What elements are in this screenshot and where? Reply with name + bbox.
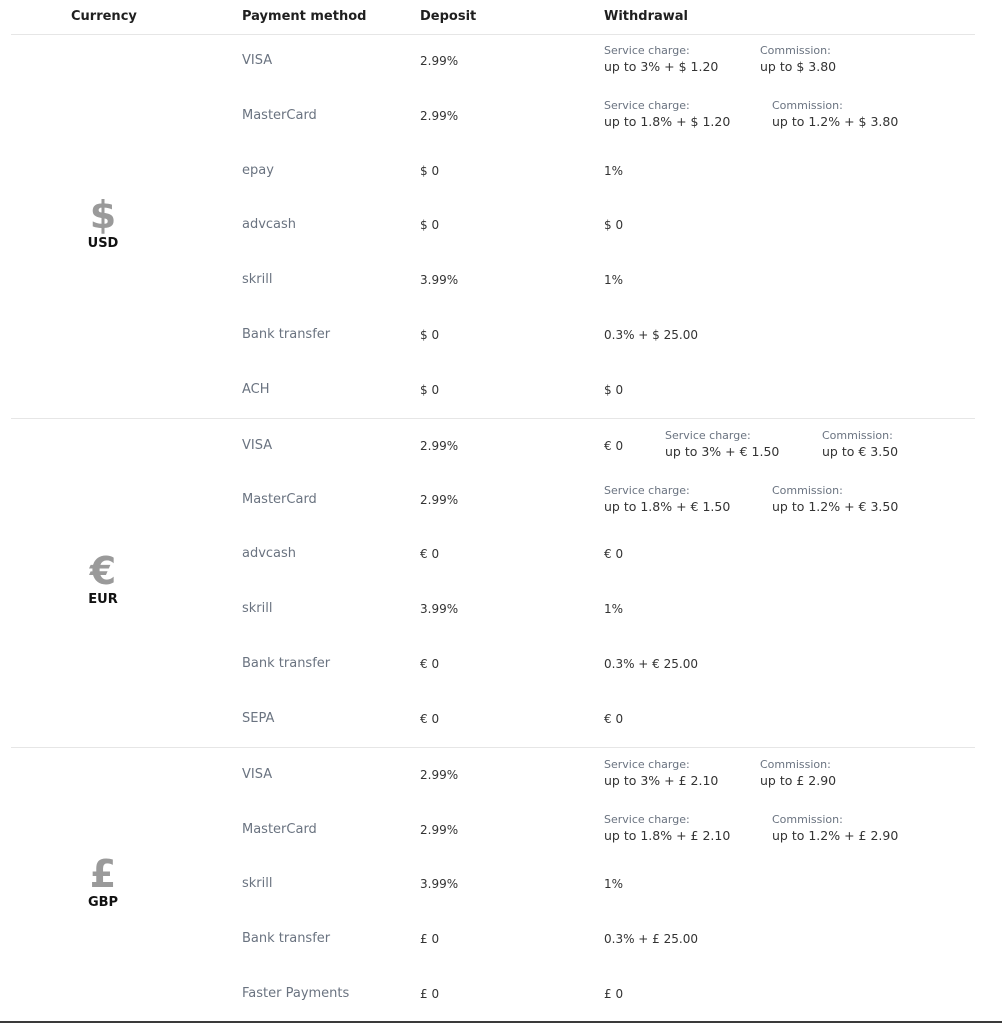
service-charge	[604, 99, 730, 130]
commission-value: up to € 3.50	[822, 444, 899, 459]
payment-method: advcash	[242, 217, 297, 232]
payment-method: VISA	[242, 53, 273, 68]
payment-method: ACH	[242, 382, 270, 397]
deposit-fee: € 0	[420, 547, 440, 561]
deposit-fee: 2.99%	[420, 54, 459, 68]
payment-method: epay	[242, 163, 274, 178]
service-charge-value: up to 1.8% + £ 2.10	[604, 828, 731, 843]
commission-label: Commission:	[822, 429, 893, 442]
euro-icon: €	[89, 549, 117, 593]
table-bottom-border	[0, 1021, 1002, 1023]
payment-method: advcash	[242, 546, 297, 561]
header-deposit: Deposit	[420, 9, 477, 24]
withdrawal-fee: $ 0	[604, 218, 624, 232]
table-row	[0, 419, 1002, 474]
deposit-fee: $ 0	[420, 218, 440, 232]
commission	[760, 758, 836, 789]
pound-icon: £	[89, 852, 117, 896]
deposit-fee: $ 0	[420, 383, 440, 397]
service-charge	[604, 44, 718, 75]
service-charge-label: Service charge:	[604, 758, 690, 771]
deposit-fee: € 0	[420, 712, 440, 726]
commission-label: Commission:	[772, 813, 843, 826]
commission-label: Commission:	[760, 44, 831, 57]
table-row	[0, 310, 1002, 365]
table-row	[0, 90, 1002, 145]
payment-method: skrill	[242, 272, 273, 287]
header-payment-method: Payment method	[242, 9, 367, 24]
service-charge-label: Service charge:	[604, 99, 690, 112]
commission	[772, 813, 898, 844]
service-charge-value: up to 1.8% + $ 1.20	[604, 114, 731, 129]
deposit-fee: € 0	[420, 657, 440, 671]
table-header	[0, 0, 1002, 34]
commission-value: up to 1.2% + $ 3.80	[772, 114, 899, 129]
withdrawal-fee: € 0	[604, 712, 624, 726]
commission-value: up to 1.2% + £ 2.90	[772, 828, 899, 843]
service-charge-label: Service charge:	[604, 484, 690, 497]
deposit-fee: 2.99%	[420, 109, 459, 123]
commission-value: up to £ 2.90	[760, 773, 837, 788]
deposit-fee: $ 0	[420, 164, 440, 178]
table-row	[0, 748, 1002, 803]
payment-method: SEPA	[242, 711, 275, 726]
table-row	[0, 694, 1002, 749]
service-charge-value: up to 3% + € 1.50	[665, 444, 780, 459]
header-currency: Currency	[71, 9, 137, 24]
payment-method: skrill	[242, 876, 273, 891]
commission-label: Commission:	[772, 484, 843, 497]
table-row	[0, 529, 1002, 584]
table-row	[0, 639, 1002, 694]
commission-value: up to 1.2% + € 3.50	[772, 499, 899, 514]
service-charge-value: up to 3% + $ 1.20	[604, 59, 719, 74]
withdrawal-fee: 0.3% + £ 25.00	[604, 932, 698, 946]
service-charge-label: Service charge:	[604, 813, 690, 826]
withdrawal-fee: $ 0	[604, 383, 624, 397]
service-charge	[604, 484, 730, 515]
service-charge-label: Service charge:	[665, 429, 751, 442]
payment-method: VISA	[242, 767, 273, 782]
service-charge-label: Service charge:	[604, 44, 690, 57]
service-charge-value: up to 3% + £ 2.10	[604, 773, 719, 788]
currency-code: USD	[87, 236, 119, 251]
withdrawal-fee: 0.3% + € 25.00	[604, 657, 698, 671]
payment-method: Faster Payments	[242, 986, 350, 1001]
service-charge	[604, 758, 718, 789]
commission	[772, 99, 898, 130]
deposit-fee: £ 0	[420, 932, 440, 946]
deposit-fee: $ 0	[420, 328, 440, 342]
commission-label: Commission:	[772, 99, 843, 112]
deposit-fee: 2.99%	[420, 823, 459, 837]
deposit-fee: 2.99%	[420, 493, 459, 507]
commission	[772, 484, 898, 515]
payment-method: Bank transfer	[242, 931, 331, 946]
dollar-icon: $	[89, 193, 117, 237]
table-row	[0, 474, 1002, 529]
currency-code: EUR	[88, 592, 118, 607]
payment-method: VISA	[242, 438, 273, 453]
payment-method: Bank transfer	[242, 656, 331, 671]
service-charge	[604, 813, 730, 844]
table-row	[0, 584, 1002, 639]
table-row	[0, 35, 1002, 90]
deposit-fee: 3.99%	[420, 273, 459, 287]
table-row	[0, 913, 1002, 968]
payment-method: MasterCard	[242, 822, 317, 837]
commission	[822, 429, 898, 460]
deposit-fee: £ 0	[420, 987, 440, 1001]
currency-code: GBP	[87, 895, 119, 910]
deposit-fee: 2.99%	[420, 439, 459, 453]
withdrawal-fee: 1%	[604, 164, 624, 178]
table-row	[0, 858, 1002, 913]
withdrawal-fee: £ 0	[604, 987, 624, 1001]
commission-label: Commission:	[760, 758, 831, 771]
payment-method: MasterCard	[242, 108, 317, 123]
withdrawal-fee: 1%	[604, 273, 624, 287]
table-row	[0, 145, 1002, 200]
commission	[760, 44, 836, 75]
service-charge-value: up to 1.8% + € 1.50	[604, 499, 731, 514]
deposit-fee: 3.99%	[420, 602, 459, 616]
withdrawal-fee: € 0	[604, 547, 624, 561]
deposit-fee: 3.99%	[420, 877, 459, 891]
payment-method: skrill	[242, 601, 273, 616]
withdrawal-fee: 0.3% + $ 25.00	[604, 328, 698, 342]
withdrawal-fee: 1%	[604, 877, 624, 891]
header-withdrawal: Withdrawal	[604, 9, 688, 24]
payment-method: Bank transfer	[242, 327, 331, 342]
commission-value: up to $ 3.80	[760, 59, 837, 74]
deposit-fee: 2.99%	[420, 768, 459, 782]
service-charge	[665, 429, 779, 460]
table-row	[0, 968, 1002, 1023]
withdrawal-fee: 1%	[604, 602, 624, 616]
withdrawal-fee: € 0	[604, 439, 624, 453]
table-row	[0, 364, 1002, 419]
table-row	[0, 803, 1002, 858]
table-row	[0, 200, 1002, 255]
table-row	[0, 255, 1002, 310]
payment-method: MasterCard	[242, 492, 317, 507]
